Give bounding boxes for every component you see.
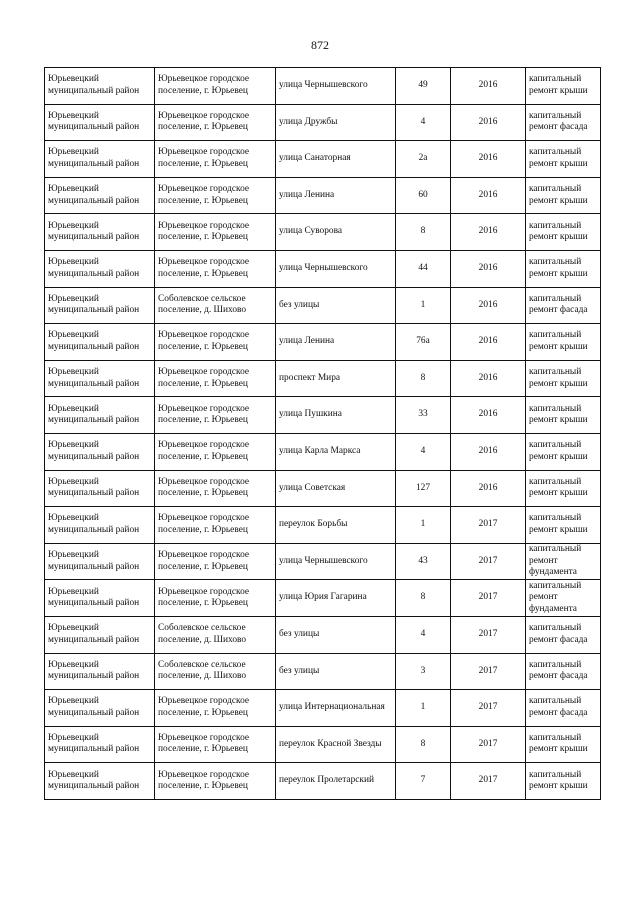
work-type-cell: капитальный ремонт фасада — [526, 616, 601, 653]
district-cell: Юрьевецкий муниципальный район — [45, 141, 155, 178]
year-cell: 2016 — [451, 104, 526, 141]
house-number-cell: 4 — [396, 616, 451, 653]
table-row — [45, 397, 601, 434]
settlement-cell: Соболевское сельское поселение, д. Шихово — [155, 287, 276, 324]
district-cell: Юрьевецкий муниципальный район — [45, 104, 155, 141]
work-type-cell: капитальный ремонт крыши — [526, 470, 601, 507]
street-cell: улица Чернышевского — [276, 68, 396, 105]
work-type-cell: капитальный ремонт крыши — [526, 214, 601, 251]
year-cell: 2016 — [451, 324, 526, 361]
year-cell: 2016 — [451, 397, 526, 434]
year-cell: 2017 — [451, 580, 526, 617]
district-cell: Юрьевецкий муниципальный район — [45, 177, 155, 214]
district-cell: Юрьевецкий муниципальный район — [45, 360, 155, 397]
house-number-cell: 8 — [396, 580, 451, 617]
street-cell: улица Юрия Гагарина — [276, 580, 396, 617]
year-cell: 2017 — [451, 726, 526, 763]
house-number-cell: 8 — [396, 214, 451, 251]
work-type-cell: капитальный ремонт крыши — [526, 726, 601, 763]
table-row — [45, 470, 601, 507]
street-cell: улица Суворова — [276, 214, 396, 251]
house-number-cell: 127 — [396, 470, 451, 507]
settlement-cell: Юрьевецкое городское поселение, г. Юрьевец — [155, 360, 276, 397]
table-row — [45, 433, 601, 470]
district-cell: Юрьевецкий муниципальный район — [45, 690, 155, 727]
table-row — [45, 141, 601, 178]
street-cell: без улицы — [276, 616, 396, 653]
street-cell: улица Дружбы — [276, 104, 396, 141]
district-cell: Юрьевецкий муниципальный район — [45, 726, 155, 763]
work-type-cell: капитальный ремонт крыши — [526, 507, 601, 544]
work-type-cell: капитальный ремонт крыши — [526, 763, 601, 800]
settlement-cell: Юрьевецкое городское поселение, г. Юрьевец — [155, 470, 276, 507]
street-cell: улица Чернышевского — [276, 250, 396, 287]
house-number-cell: 44 — [396, 250, 451, 287]
year-cell: 2017 — [451, 763, 526, 800]
house-number-cell: 8 — [396, 726, 451, 763]
work-type-cell: капитальный ремонт фасада — [526, 690, 601, 727]
table-row — [45, 580, 601, 617]
repair-registry-table — [44, 67, 601, 800]
settlement-cell: Юрьевецкое городское поселение, г. Юрьевец — [155, 726, 276, 763]
year-cell: 2016 — [451, 433, 526, 470]
settlement-cell: Юрьевецкое городское поселение, г. Юрьевец — [155, 433, 276, 470]
year-cell: 2016 — [451, 68, 526, 105]
year-cell: 2016 — [451, 250, 526, 287]
settlement-cell: Соболевское сельское поселение, д. Шихово — [155, 653, 276, 690]
district-cell: Юрьевецкий муниципальный район — [45, 287, 155, 324]
year-cell: 2016 — [451, 141, 526, 178]
house-number-cell: 1 — [396, 507, 451, 544]
street-cell: улица Ленина — [276, 324, 396, 361]
house-number-cell: 60 — [396, 177, 451, 214]
district-cell: Юрьевецкий муниципальный район — [45, 580, 155, 617]
district-cell: Юрьевецкий муниципальный район — [45, 68, 155, 105]
district-cell: Юрьевецкий муниципальный район — [45, 507, 155, 544]
house-number-cell: 43 — [396, 543, 451, 580]
year-cell: 2016 — [451, 360, 526, 397]
work-type-cell: капитальный ремонт крыши — [526, 250, 601, 287]
house-number-cell: 76а — [396, 324, 451, 361]
house-number-cell: 33 — [396, 397, 451, 434]
house-number-cell: 7 — [396, 763, 451, 800]
settlement-cell: Юрьевецкое городское поселение, г. Юрьевец — [155, 690, 276, 727]
street-cell: без улицы — [276, 287, 396, 324]
settlement-cell: Юрьевецкое городское поселение, г. Юрьевец — [155, 543, 276, 580]
year-cell: 2017 — [451, 690, 526, 727]
table-row — [45, 68, 601, 105]
work-type-cell: капитальный ремонт крыши — [526, 397, 601, 434]
house-number-cell: 1 — [396, 690, 451, 727]
table-row — [45, 616, 601, 653]
year-cell: 2016 — [451, 214, 526, 251]
table-row — [45, 214, 601, 251]
house-number-cell: 2а — [396, 141, 451, 178]
year-cell: 2017 — [451, 507, 526, 544]
table-row — [45, 360, 601, 397]
year-cell: 2017 — [451, 653, 526, 690]
settlement-cell: Юрьевецкое городское поселение, г. Юрьевец — [155, 763, 276, 800]
street-cell: улица Чернышевского — [276, 543, 396, 580]
work-type-cell: капитальный ремонт крыши — [526, 360, 601, 397]
year-cell: 2016 — [451, 177, 526, 214]
page-number: 872 — [311, 38, 329, 52]
settlement-cell: Юрьевецкое городское поселение, г. Юрьевец — [155, 214, 276, 251]
district-cell: Юрьевецкий муниципальный район — [45, 653, 155, 690]
table-row — [45, 507, 601, 544]
street-cell: проспект Мира — [276, 360, 396, 397]
settlement-cell: Юрьевецкое городское поселение, г. Юрьевец — [155, 177, 276, 214]
settlement-cell: Юрьевецкое городское поселение, г. Юрьевец — [155, 104, 276, 141]
district-cell: Юрьевецкий муниципальный район — [45, 433, 155, 470]
district-cell: Юрьевецкий муниципальный район — [45, 616, 155, 653]
table-row — [45, 653, 601, 690]
work-type-cell: капитальный ремонт крыши — [526, 68, 601, 105]
settlement-cell: Юрьевецкое городское поселение, г. Юрьевец — [155, 250, 276, 287]
house-number-cell: 49 — [396, 68, 451, 105]
year-cell: 2017 — [451, 543, 526, 580]
settlement-cell: Юрьевецкое городское поселение, г. Юрьевец — [155, 397, 276, 434]
house-number-cell: 4 — [396, 433, 451, 470]
settlement-cell: Юрьевецкое городское поселение, г. Юрьевец — [155, 507, 276, 544]
street-cell: без улицы — [276, 653, 396, 690]
work-type-cell: капитальный ремонт фундамента — [526, 543, 601, 580]
table-row — [45, 250, 601, 287]
work-type-cell: капитальный ремонт фасада — [526, 104, 601, 141]
street-cell: улица Советская — [276, 470, 396, 507]
street-cell: улица Карла Маркса — [276, 433, 396, 470]
table-row — [45, 324, 601, 361]
district-cell: Юрьевецкий муниципальный район — [45, 397, 155, 434]
settlement-cell: Юрьевецкое городское поселение, г. Юрьевец — [155, 324, 276, 361]
year-cell: 2016 — [451, 287, 526, 324]
work-type-cell: капитальный ремонт крыши — [526, 324, 601, 361]
settlement-cell: Соболевское сельское поселение, д. Шихово — [155, 616, 276, 653]
district-cell: Юрьевецкий муниципальный район — [45, 470, 155, 507]
district-cell: Юрьевецкий муниципальный район — [45, 543, 155, 580]
house-number-cell: 4 — [396, 104, 451, 141]
house-number-cell: 8 — [396, 360, 451, 397]
street-cell: улица Интернациональная — [276, 690, 396, 727]
street-cell: улица Пушкина — [276, 397, 396, 434]
table-row — [45, 104, 601, 141]
district-cell: Юрьевецкий муниципальный район — [45, 763, 155, 800]
street-cell: переулок Красной Звезды — [276, 726, 396, 763]
work-type-cell: капитальный ремонт фундамента — [526, 580, 601, 617]
house-number-cell: 1 — [396, 287, 451, 324]
district-cell: Юрьевецкий муниципальный район — [45, 250, 155, 287]
settlement-cell: Юрьевецкое городское поселение, г. Юрьевец — [155, 141, 276, 178]
table-row — [45, 763, 601, 800]
work-type-cell: капитальный ремонт крыши — [526, 433, 601, 470]
street-cell: переулок Пролетарский — [276, 763, 396, 800]
table-row — [45, 287, 601, 324]
district-cell: Юрьевецкий муниципальный район — [45, 324, 155, 361]
table-row — [45, 690, 601, 727]
street-cell: переулок Борьбы — [276, 507, 396, 544]
table-row — [45, 543, 601, 580]
district-cell: Юрьевецкий муниципальный район — [45, 214, 155, 251]
street-cell: улица Санаторная — [276, 141, 396, 178]
table-row — [45, 726, 601, 763]
year-cell: 2016 — [451, 470, 526, 507]
street-cell: улица Ленина — [276, 177, 396, 214]
year-cell: 2017 — [451, 616, 526, 653]
work-type-cell: капитальный ремонт крыши — [526, 177, 601, 214]
work-type-cell: капитальный ремонт фасада — [526, 287, 601, 324]
table-row — [45, 177, 601, 214]
house-number-cell: 3 — [396, 653, 451, 690]
work-type-cell: капитальный ремонт фасада — [526, 653, 601, 690]
table-body — [45, 68, 601, 800]
work-type-cell: капитальный ремонт крыши — [526, 141, 601, 178]
settlement-cell: Юрьевецкое городское поселение, г. Юрьевец — [155, 580, 276, 617]
settlement-cell: Юрьевецкое городское поселение, г. Юрьевец — [155, 68, 276, 105]
